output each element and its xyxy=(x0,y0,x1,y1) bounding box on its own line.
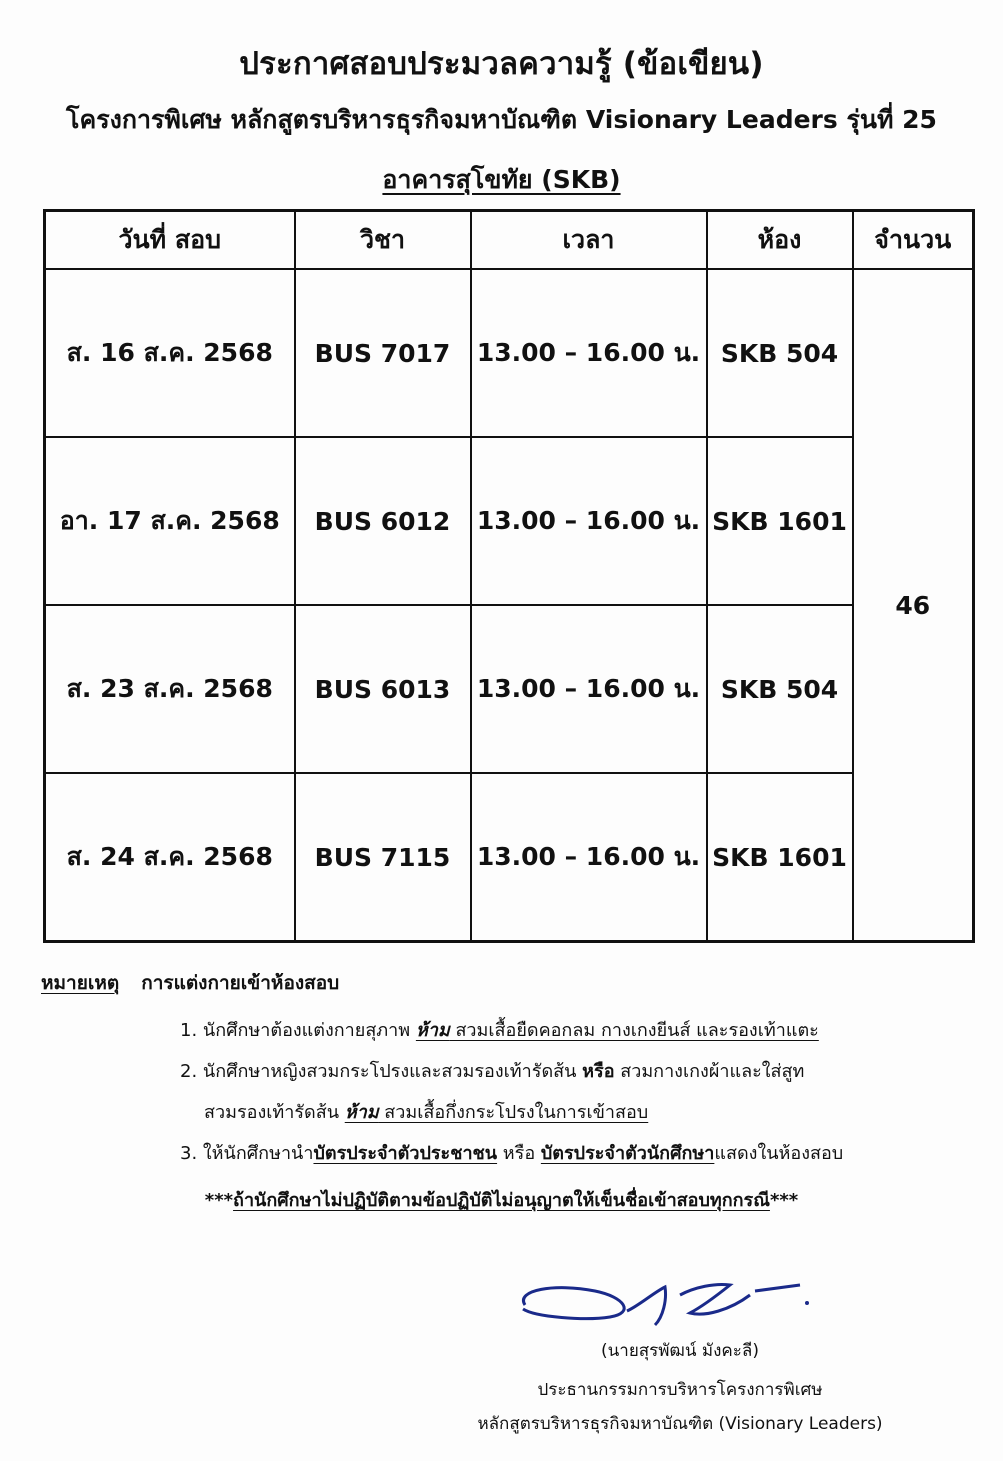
rule-3-or: หรือ xyxy=(497,1143,541,1164)
warning-note xyxy=(0,1185,1003,1214)
warning-stars-right: *** xyxy=(769,1190,799,1211)
building-heading xyxy=(0,160,1003,200)
exam-room: SKB 1601 xyxy=(707,773,853,942)
student-count: 46 xyxy=(853,269,974,942)
table-row xyxy=(45,773,974,942)
rule-2-text-b: สวมกางเกงผ้าและใส่สูท xyxy=(614,1061,805,1082)
rule-3-suffix: แสดงในห้องสอบ xyxy=(714,1143,844,1164)
table-row xyxy=(45,605,974,773)
signatory-position: ประธานกรรมการบริหารโครงการพิเศษ xyxy=(537,1380,823,1400)
exam-subject: BUS 7017 xyxy=(295,269,471,437)
rule-3 xyxy=(180,1133,960,1174)
exam-date: ส. 24 ส.ค. 2568 xyxy=(45,773,295,942)
page-title: ประกาศสอบประมวลความรู้ (ข้อเขียน) xyxy=(239,46,764,82)
rule-2-or: หรือ xyxy=(582,1061,615,1082)
program-subtitle: โครงการพิเศษ หลักสูตรบริหารธุรกิจมหาบัณฑิต Visionary Leaders รุ่นที่ 25 xyxy=(66,105,937,134)
rule-2-ban: ห้าม xyxy=(344,1102,379,1123)
column-header-room: ห้อง xyxy=(707,211,853,270)
rule-1-ban: ห้าม xyxy=(415,1020,450,1041)
exam-room: SKB 504 xyxy=(707,269,853,437)
rule-3-prefix: 3. ให้นักศึกษานำ xyxy=(180,1143,314,1164)
rule-2-line-2 xyxy=(180,1092,960,1133)
rule-2-line-1 xyxy=(180,1051,960,1092)
exam-date: ส. 23 ส.ค. 2568 xyxy=(45,605,295,773)
exam-subject: BUS 7115 xyxy=(295,773,471,942)
notes-label: หมายเหตุ xyxy=(41,972,120,994)
exam-subject: BUS 6013 xyxy=(295,605,471,773)
signatory-name: (นายสุรพัฒน์ มังคะลี) xyxy=(601,1341,759,1361)
dress-code-rules xyxy=(180,1010,960,1174)
dress-code-heading: การแต่งกายเข้าห้องสอบ xyxy=(141,972,340,994)
rule-2-text-a: 2. นักศึกษาหญิงสวมกระโปรงและสวมรองเท้ารัดส้น xyxy=(180,1061,583,1082)
column-header-time: เวลา xyxy=(471,211,707,270)
rule-3-student-card: บัตรประจำตัวนักศึกษา xyxy=(540,1143,715,1164)
table-header-row xyxy=(45,211,974,270)
exam-schedule-table xyxy=(43,209,975,943)
rule-1-items: สวมเสื้อยืดคอกลม กางเกงยีนส์ และรองเท้าแตะ xyxy=(449,1020,819,1041)
exam-room: SKB 504 xyxy=(707,605,853,773)
exam-date: อา. 17 ส.ค. 2568 xyxy=(45,437,295,605)
rule-3-id-card: บัตรประจำตัวประชาชน xyxy=(313,1143,498,1164)
table-row xyxy=(45,437,974,605)
signatory-program: หลักสูตรบริหารธุรกิจมหาบัณฑิต (Visionary Leaders) xyxy=(477,1414,883,1434)
rule-1 xyxy=(180,1010,960,1051)
exam-time: 13.00 – 16.00 น. xyxy=(471,437,707,605)
signature-image xyxy=(515,1265,815,1335)
rule-2-text-c: สวมรองเท้ารัดส้น xyxy=(204,1102,345,1123)
rule-1-prefix: 1. นักศึกษาต้องแต่งกายสุภาพ xyxy=(180,1020,416,1041)
exam-time: 13.00 – 16.00 น. xyxy=(471,605,707,773)
exam-room: SKB 1601 xyxy=(707,437,853,605)
building-label: อาคารสุโขทัย (SKB) xyxy=(382,165,621,194)
exam-time: 13.00 – 16.00 น. xyxy=(471,269,707,437)
column-header-count: จำนวน xyxy=(853,211,974,270)
rule-2-text-d: สวมเสื้อกึ่งกระโปรงในการเข้าสอบ xyxy=(378,1102,649,1123)
notes-heading xyxy=(41,968,339,998)
exam-date: ส. 16 ส.ค. 2568 xyxy=(45,269,295,437)
warning-text: ถ้านักศึกษาไม่ปฏิบัติตามข้อปฏิบัติไม่อนุญาตให้เข็นชื่อเข้าสอบทุกกรณี xyxy=(233,1190,770,1211)
exam-time: 13.00 – 16.00 น. xyxy=(471,773,707,942)
exam-subject: BUS 6012 xyxy=(295,437,471,605)
column-header-subject: วิชา xyxy=(295,211,471,270)
column-header-date: วันที่ สอบ xyxy=(45,211,295,270)
warning-stars-left: *** xyxy=(204,1190,234,1211)
table-row xyxy=(45,269,974,437)
